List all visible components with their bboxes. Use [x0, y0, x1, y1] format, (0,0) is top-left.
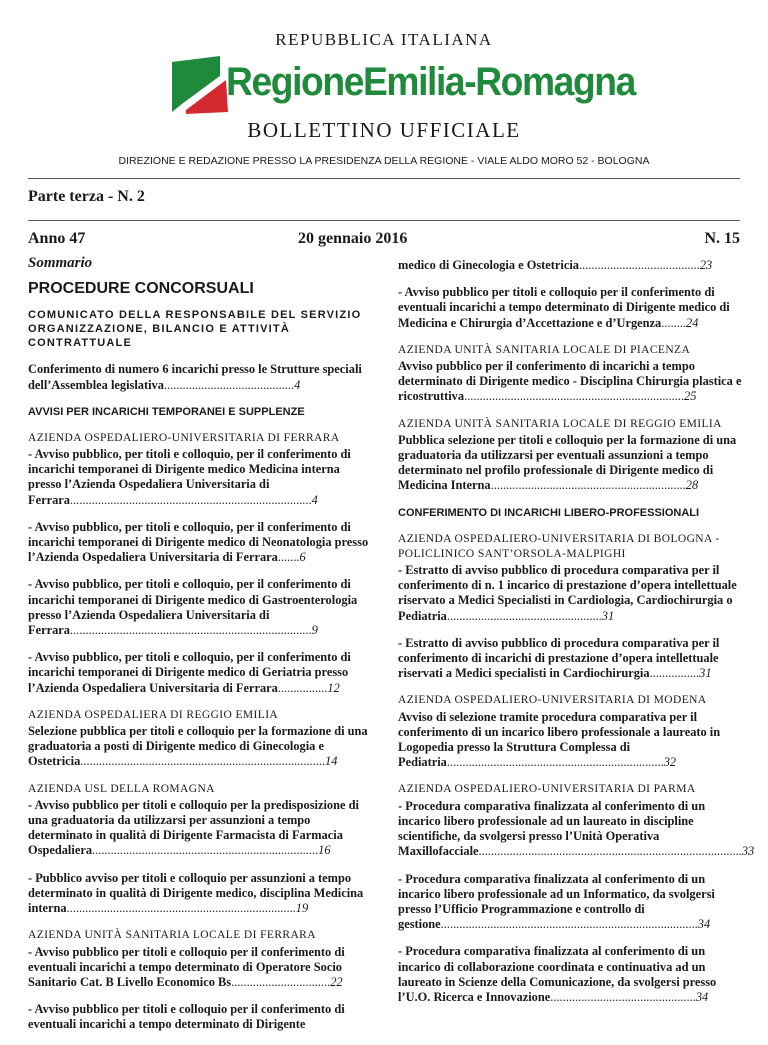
toc-entry	[28, 431, 372, 508]
divider	[28, 220, 740, 221]
toc-leader: ..........................................	[163, 377, 295, 392]
toc-entry-text: Avviso di selezione tramite procedura comparativa per il conferimento di un incarico libero professionale a laureato in Logopedia presso la Struttura Complessa di Pediatria	[398, 709, 721, 770]
toc-page-number: 34	[697, 917, 711, 932]
toc-page-number: 31	[601, 608, 615, 623]
toc-agency: AZIENDA UNITÀ SANITARIA LOCALE DI PIACENZA	[398, 343, 691, 356]
toc-entry	[28, 708, 372, 770]
toc-entry	[28, 650, 372, 696]
section-heading: COMUNICATO DELLA RESPONSABILE DEL SERVIZIO ORGANIZZAZIONE, BILANCIO E ATTIVITÀ CONTRATTUALE	[28, 309, 362, 350]
toc-agency: AZIENDA OSPEDALIERO-UNIVERSITARIA DI MODENA	[398, 694, 707, 707]
toc-page-number: 23	[699, 258, 713, 272]
toc-page-number: 32	[663, 755, 677, 770]
toc-entry-text: Pubblica selezione per titoli e colloquio per la formazione di una graduatoria da utilizzarsi per eventuali assunzioni a tempo determinato nel profilo professionale di Dirigente medico di Medicina Interna	[398, 432, 737, 493]
toc-leader: ...............................................................	[490, 478, 686, 493]
section-heading: AVVISI PER INCARICHI TEMPORANEI E SUPPLENZE	[28, 405, 305, 418]
toc-leader: ...............................................	[550, 989, 696, 1004]
toc-entry-text: - Estratto di avviso pubblico di procedura comparativa per il conferimento di incarichi di prestazione d’opera intellettuale riservati a Medici specialisti in Cardiochirurgia	[398, 635, 720, 681]
toc-leader: .....................................................................................	[478, 844, 742, 859]
toc-entry	[28, 577, 372, 638]
toc-title: Sommario	[28, 255, 93, 271]
toc-leader: ..........................................................................	[66, 901, 296, 916]
toc-leader: ................	[649, 666, 700, 681]
toc-page-number: 28	[685, 478, 699, 493]
toc-entry	[398, 532, 742, 624]
toc-page-number: 14	[325, 754, 338, 769]
toc-entry-text: Avviso pubblico per il conferimento di incarichi a tempo determinato di Dirigente medico - Disciplina Chirurgia plastica e ricostruttiva	[398, 359, 742, 404]
toc-entry-text: Conferimento di numero 6 incarichi presso le Strutture speciali dell’Assemblea legislativa	[28, 362, 362, 392]
toc-entry	[398, 782, 755, 859]
main-heading: PROCEDURE CONCORSUALI	[28, 280, 254, 298]
toc-page-number: 34	[695, 989, 709, 1004]
part-label: Parte terza - N. 2	[28, 188, 145, 205]
toc-leader: .........................................................................	[92, 843, 319, 858]
toc-page-number: 4	[294, 377, 301, 392]
toc-entry-text: medico di Ginecologia e Ostetricia	[398, 258, 580, 272]
section-heading: CONFERIMENTO DI INCARICHI LIBERO-PROFESSIONALI	[398, 506, 700, 519]
toc-page-number: 22	[330, 974, 343, 989]
toc-entry-text: - Avviso pubblico per titoli e colloquio per il conferimento di eventuali incarichi a tempo determinato di Dirigente	[28, 1002, 345, 1032]
toc-entry-text: - Procedura comparativa finalizzata al conferimento di un incarico libero professionale ad un Informatico, da svolgersi presso l’Ufficio Programmazione e controllo di gestione	[398, 871, 715, 932]
toc-entry-text: - Avviso pubblico, per titoli e colloquio, per il conferimento di incarichi temporanei di Dirigente medico di Neonatologia presso l’Azienda Ospedaliera Universitaria di Ferrara	[28, 519, 369, 565]
toc-page-number: 9	[311, 623, 318, 638]
toc-entry	[398, 944, 742, 1005]
toc-page-number: 12	[327, 680, 340, 695]
direction-line: DIREZIONE E REDAZIONE PRESSO LA PRESIDENZA DELLA REGIONE - VIALE ALDO MORO 52 - BOLOGNA	[118, 155, 650, 167]
toc-entry-text: - Procedura comparativa finalizzata al conferimento di un incarico di collaborazione coordinata e continuativa ad un laureato in Scienze della Comunicazione, da svolgersi presso l’U.O. Ricerca e Innovazione	[398, 944, 717, 1004]
toc-leader: ................	[277, 680, 328, 695]
toc-page-number: 31	[699, 666, 712, 681]
issue-number: N. 15	[704, 230, 740, 247]
toc-leader: .......................................	[579, 258, 700, 272]
toc-entry	[398, 285, 742, 331]
toc-agency: AZIENDA OSPEDALIERO-UNIVERSITARIA DI FERRARA	[28, 431, 340, 444]
toc-entry	[398, 417, 742, 494]
toc-entry	[28, 520, 372, 566]
toc-page-number: 33	[741, 844, 755, 859]
toc-entry	[28, 782, 372, 859]
toc-entry	[398, 343, 742, 405]
toc-leader: ..............................................................................	[69, 623, 312, 638]
toc-entry-text: - Avviso pubblico, per titoli e colloquio, per il conferimento di incarichi temporanei di Dirigente medico Medicina interna presso l’Azienda Ospedaliera Universitaria di Ferrara	[28, 447, 351, 507]
issue-year: Anno 47	[28, 230, 86, 247]
toc-leader: ..................................................	[446, 608, 602, 623]
toc-leader: ........	[661, 315, 687, 330]
regione-logo	[168, 56, 635, 114]
toc-entry	[398, 636, 742, 682]
toc-agency: AZIENDA USL DELLA ROMAGNA	[28, 782, 215, 795]
toc-entry-text: - Avviso pubblico per titoli e colloquio per il conferimento di eventuali incarichi a tempo determinato di Dirigente medico di Medicina e Chirurgia d’Accettazione e d’Urgenza	[398, 285, 730, 330]
toc-page-number: 6	[299, 550, 306, 565]
toc-page-number: 24	[686, 315, 699, 330]
toc-entry-text: - Pubblico avviso per titoli e colloquio per assunzioni a tempo determinato in qualità di Dirigente medico, disciplina Medicina interna	[28, 870, 364, 916]
toc-entry	[398, 258, 742, 273]
toc-entry	[398, 693, 742, 770]
toc-entry-text: - Avviso pubblico, per titoli e colloquio, per il conferimento di incarichi temporanei di Dirigente medico di Geriatria presso l’Azienda Ospedaliera Universitaria di Ferrara	[28, 650, 351, 695]
toc-leader: ..............................................................................	[69, 492, 312, 507]
toc-right-column	[398, 258, 755, 1017]
toc-entry	[28, 362, 372, 392]
toc-agency: AZIENDA UNITÀ SANITARIA LOCALE DI REGGIO EMILIA	[398, 417, 722, 430]
toc-leader: ...............................................................................	[80, 754, 326, 769]
toc-agency: AZIENDA UNITÀ SANITARIA LOCALE DI FERRARA	[28, 929, 316, 942]
toc-leader: .......	[277, 550, 300, 565]
toc-entry-text: - Procedura comparativa finalizzata al conferimento di un incarico libero professionale ad un laureato in discipline scientifiche, da svolgersi presso l’Unità Operativa Maxillofacciale	[398, 798, 706, 859]
toc-leader: ................................	[231, 974, 331, 989]
toc-entry	[28, 1002, 372, 1032]
logo-wordmark: RegioneEmilia-Romagna	[226, 60, 635, 104]
toc-agency: AZIENDA OSPEDALIERO-UNIVERSITARIA DI PARMA	[398, 783, 696, 796]
toc-agency: AZIENDA OSPEDALIERA DI REGGIO EMILIA	[28, 708, 279, 721]
toc-entry-text: - Estratto di avviso pubblico di procedura comparativa per il conferimento di n. 1 incarico di prestazione d’opera intellettuale riservato a Medici Specialisti in Cardiologia, Cardiochirurgia o Pediatria	[398, 563, 737, 623]
divider	[28, 178, 740, 179]
toc-entry-text: Selezione pubblica per titoli e colloquio per la formazione di una graduatoria a posti di Dirigente medico di Ginecologia e Ostetricia	[28, 724, 368, 769]
toc-leader: .......................................................................	[464, 389, 684, 404]
toc-page-number: 4	[311, 492, 318, 507]
toc-agency: AZIENDA OSPEDALIERO-UNIVERSITARIA DI BOLOGNA - POLICLINICO SANT’ORSOLA-MALPIGHI	[398, 532, 720, 560]
republic-title: REPUBBLICA ITALIANA	[275, 30, 493, 49]
toc-entry	[28, 928, 372, 990]
toc-entry-text: - Avviso pubblico per titoli e colloquio per il conferimento di eventuali incarichi a tempo determinato di Operatore Socio Sanitario Cat. B Livello Economico Bs	[28, 944, 345, 989]
toc-entry-text: - Avviso pubblico, per titoli e colloquio, per il conferimento di incarichi temporanei di Dirigente medico di Gastroenterologia presso l’Azienda Ospedaliera Universitaria di Ferrara	[28, 577, 358, 638]
toc-entry	[398, 872, 742, 933]
toc-leader: ...................................................................................	[440, 917, 698, 932]
toc-page-number: 19	[295, 901, 309, 916]
regione-flag-icon	[168, 56, 230, 114]
toc-page-number: 16	[318, 843, 331, 858]
toc-entry-text: - Avviso pubblico per titoli e colloquio per la predisposizione di una graduatoria da utilizzarsi per assunzioni a tempo determinato in qualità di Dirigente Farmacista di Farmacia Ospedaliera	[28, 797, 359, 858]
toc-left-column	[28, 255, 372, 1045]
toc-entry	[28, 871, 372, 917]
issue-date: 20 gennaio 2016	[298, 230, 408, 247]
toc-leader: ......................................................................	[446, 755, 664, 770]
toc-page-number: 25	[684, 389, 697, 404]
bulletin-title: BOLLETTINO UFFICIALE	[247, 118, 521, 142]
